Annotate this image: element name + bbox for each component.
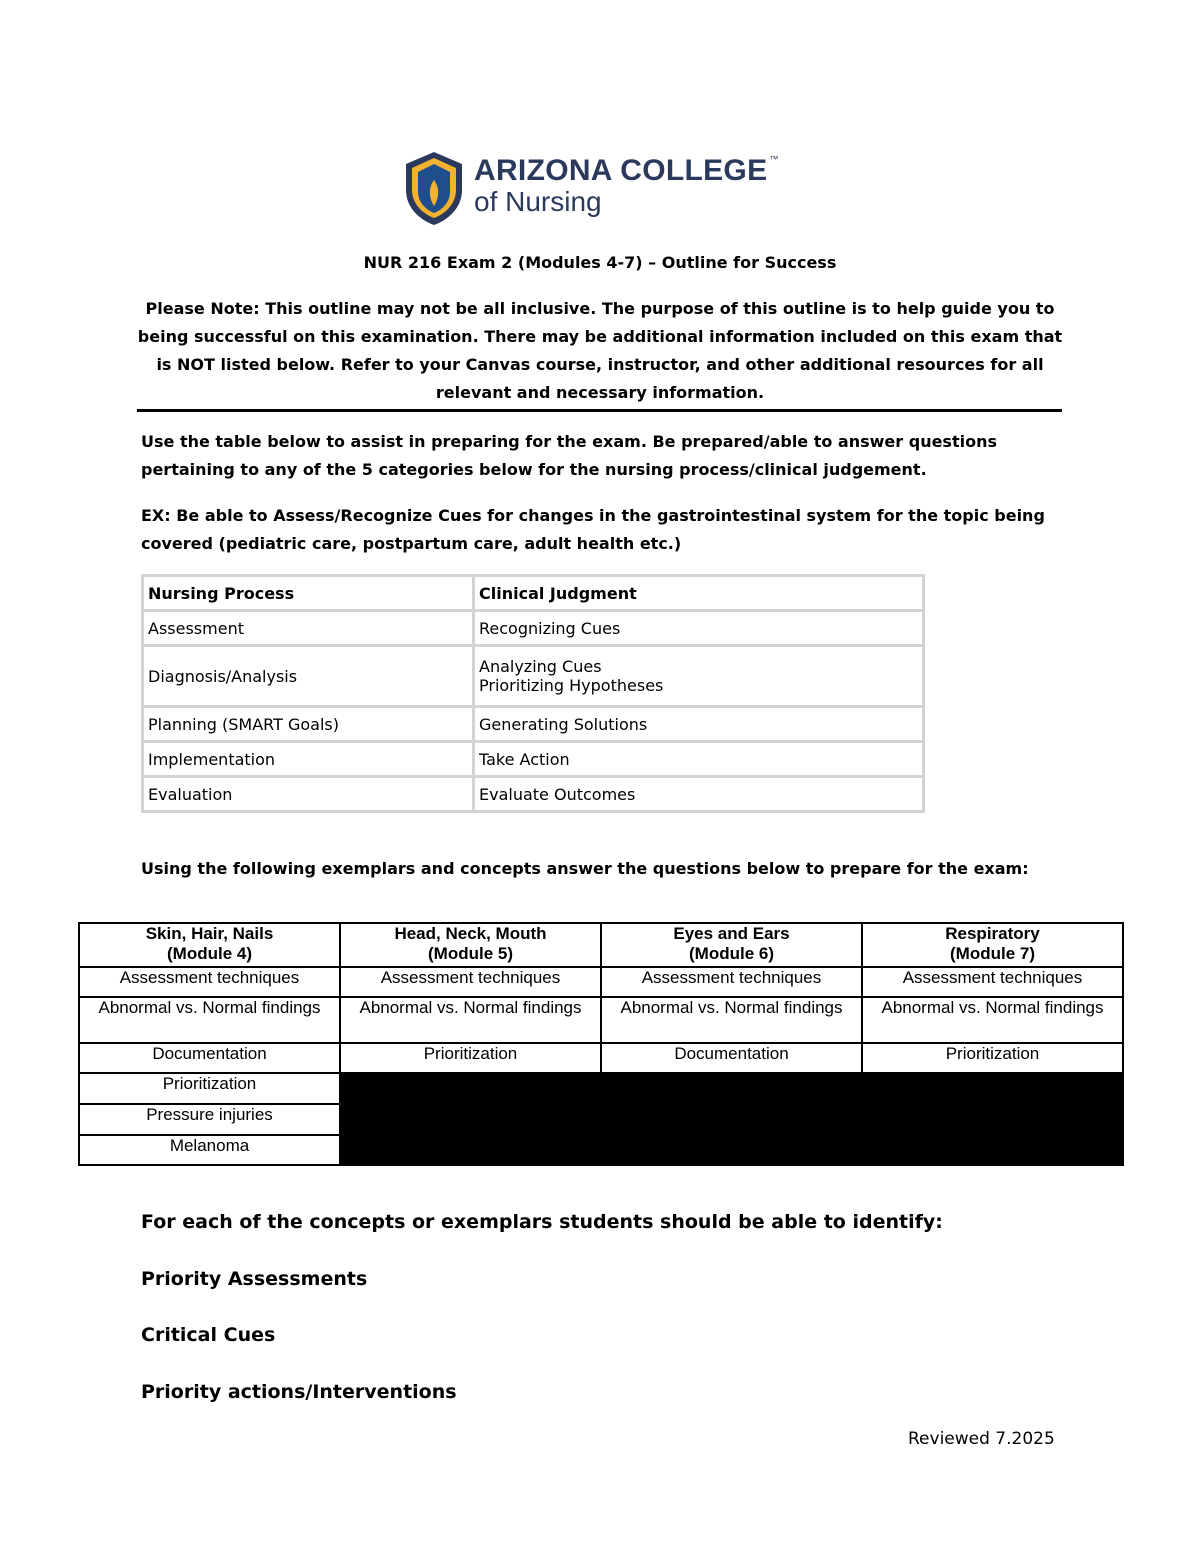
column-header: Eyes and Ears (Module 6) <box>601 923 862 967</box>
reviewed-date: Reviewed 7.2025 <box>908 1429 1055 1449</box>
exemplar-cell: Abnormal vs. Normal findings <box>79 997 340 1043</box>
exemplar-header-row <box>79 923 1123 967</box>
process-cell: Implementation <box>144 743 472 775</box>
exemplar-cell: Documentation <box>79 1043 340 1073</box>
exemplar-cell: Prioritization <box>862 1043 1123 1073</box>
judgment-line: Analyzing Cues <box>479 657 602 676</box>
table-row <box>144 647 922 705</box>
process-cell: Assessment <box>144 612 472 644</box>
table-row <box>79 967 1123 997</box>
table-row <box>79 1073 1123 1104</box>
process-cell: Diagnosis/Analysis <box>144 647 472 705</box>
column-header: Respiratory (Module 7) <box>862 923 1123 967</box>
column-header: Skin, Hair, Nails (Module 4) <box>79 923 340 967</box>
college-logo <box>404 150 804 230</box>
exemplar-cell: Pressure injuries <box>79 1104 340 1135</box>
exemplar-cell: Prioritization <box>340 1043 601 1073</box>
exemplar-table <box>78 922 1124 1166</box>
exemplar-cell: Prioritization <box>79 1073 340 1104</box>
exemplar-cell: Documentation <box>601 1043 862 1073</box>
process-cell: Evaluation <box>144 778 472 810</box>
list-item: Critical Cues <box>141 1324 276 1346</box>
table-header-row <box>144 577 922 609</box>
exemplar-cell: Assessment techniques <box>601 967 862 997</box>
list-item: Priority actions/Interventions <box>141 1381 457 1403</box>
exemplar-cell: Abnormal vs. Normal findings <box>862 997 1123 1043</box>
shield-logo-icon <box>404 150 464 226</box>
column-header: Head, Neck, Mouth (Module 5) <box>340 923 601 967</box>
table-row <box>79 997 1123 1043</box>
exemplar-cell: Assessment techniques <box>79 967 340 997</box>
example-paragraph: EX: Be able to Assess/Recognize Cues for changes in the gastrointestinal system for the topic being covered (pediatric care, postpartum care, adult health etc.) <box>141 506 1045 553</box>
table-row <box>79 1043 1123 1073</box>
exemplar-cell: Assessment techniques <box>340 967 601 997</box>
blacked-out-cells <box>340 1073 1123 1165</box>
judgment-cell <box>475 647 922 705</box>
table-row <box>144 612 922 644</box>
list-item: Priority Assessments <box>141 1268 368 1290</box>
exemplar-cell: Abnormal vs. Normal findings <box>340 997 601 1043</box>
instructions-paragraph: Use the table below to assist in preparing for the exam. Be prepared/able to answer questions pertaining to any of the 5 categories below for the nursing process/clinical judgement. <box>141 432 997 479</box>
header-clinical-judgment: Clinical Judgment <box>475 577 922 609</box>
document-title: NUR 216 Exam 2 (Modules 4-7) – Outline for Success <box>363 253 837 272</box>
exemplar-cell: Abnormal vs. Normal findings <box>601 997 862 1043</box>
table-row <box>144 708 922 740</box>
judgment-line: Prioritizing Hypotheses <box>479 676 664 695</box>
process-cell: Planning (SMART Goals) <box>144 708 472 740</box>
identify-heading: For each of the concepts or exemplars students should be able to identify: <box>141 1211 943 1233</box>
header-nursing-process: Nursing Process <box>144 577 472 609</box>
judgment-cell: Take Action <box>475 743 922 775</box>
judgment-cell: Generating Solutions <box>475 708 922 740</box>
exemplar-cell: Melanoma <box>79 1135 340 1165</box>
table-row <box>144 778 922 810</box>
exemplars-intro: Using the following exemplars and concepts answer the questions below to prepare for the exam: <box>141 859 1029 878</box>
logo-line-2: of Nursing <box>474 186 602 217</box>
table-row <box>144 743 922 775</box>
divider-rule <box>137 409 1062 412</box>
please-note-paragraph: Please Note: This outline may not be all inclusive. The purpose of this outline is to help guide you to being successful on this examination. There may be additional information included on this exam that is NOT listed below. Refer to your Canvas course, instructor, and other additional resources for all relevant and necessary information. <box>137 299 1063 402</box>
logo-line-1: ARIZONA COLLEGE ™ <box>474 154 779 187</box>
judgment-cell: Recognizing Cues <box>475 612 922 644</box>
judgment-cell: Evaluate Outcomes <box>475 778 922 810</box>
nursing-process-table <box>141 574 925 813</box>
exemplar-cell: Assessment techniques <box>862 967 1123 997</box>
